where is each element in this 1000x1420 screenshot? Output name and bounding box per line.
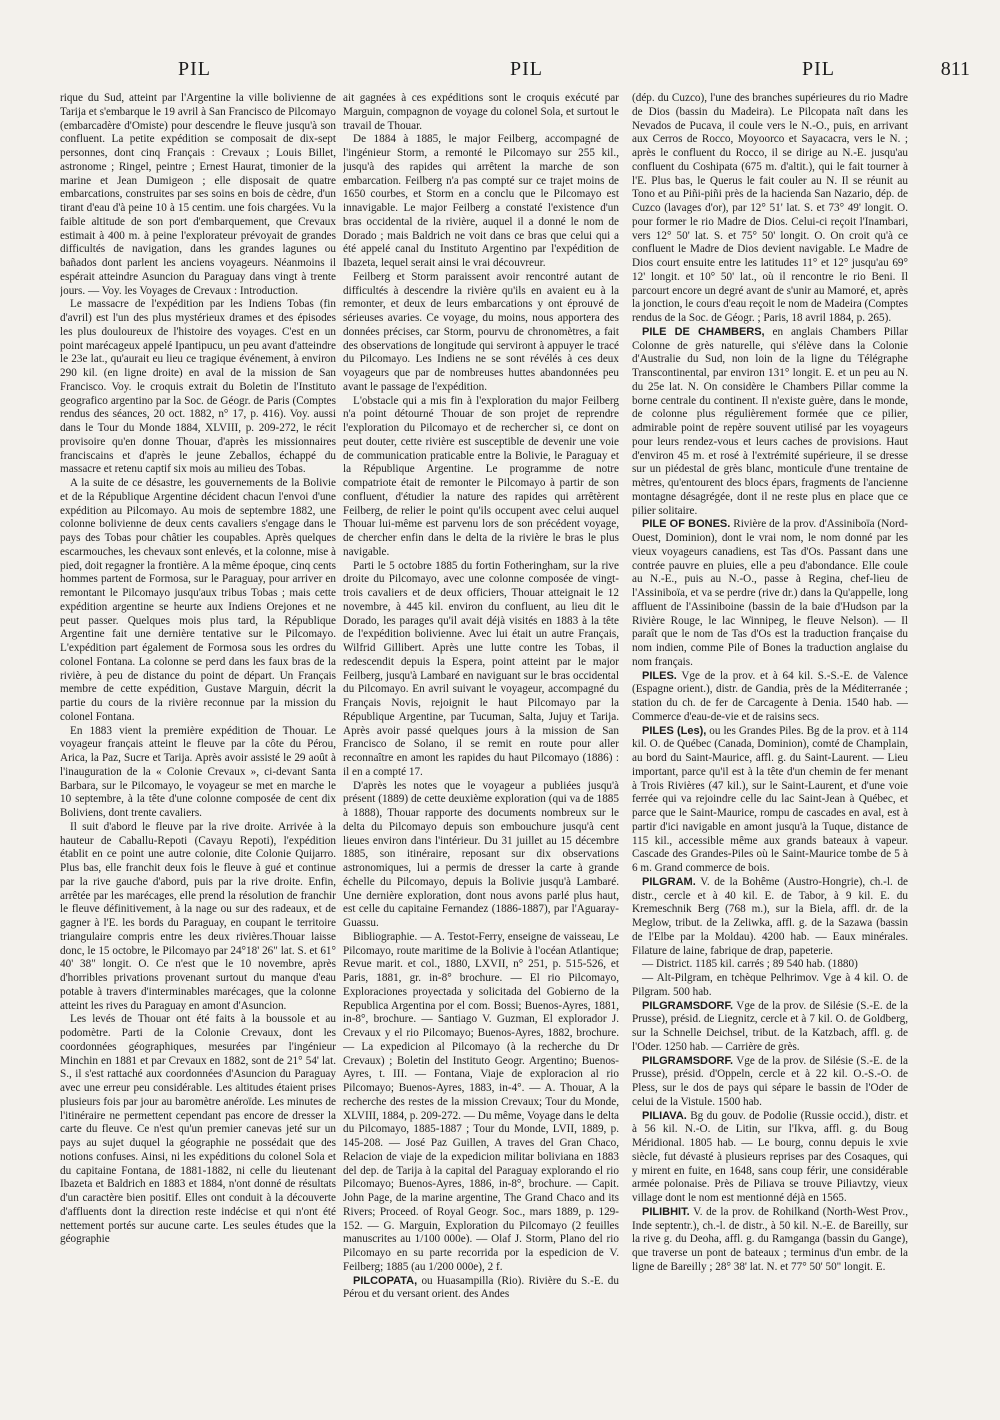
paragraph: Bibliographie. — A. Testot-Ferry, enseigne de vaisseau, Le Pilcomayo, route maritime de la Bolivie à l'océan Atlantique; Revue marit. et col., 1880, LXVII, n° 251, p. 515-526, et Paris, 1881, gr. in-8° brochure. — El rio Pilcomayo, Exploraciones proyectada y solicitada del Gobierno de la Republica Argentina por el com. Bossi; Buenos-Ayres, 1881, in-8°, brochure. — Santiago V. Guzman, El explorador J. Crevaux y el rio Pilcomayo; Buenos-Ayres, 1882, brochure. — La expedicion al Pilcomayo (à la recherche du Dr Crevaux) ; Boletin del Instituto Geogr. Argentino; Buenos-Ayres, t. III. — Fontana, Viaje de exploracion al rio Pilcomayo; Buenos-Ayres, 1883, in-4°. — A. Thouar, A la recherche des restes de la mission Crevaux; Tour du Monde, XLVIII, 1884, p. 209-272. — Du même, Voyage dans le delta du Pilcomayo, 1885-1887 ; Tour du Monde, LVII, 1889, p. 145-208. — José Paz Guillen, A traves del Gran Chaco, Relacion de viaje de la expedicion militar boliviana en 1883 del dep. de Tarija à la capital del Paraguay explorando el rio Pilcomayo; Buenos-Ayres, 1886, in-8°, brochure. — Capit. John Page, de la marine argentine, The Grand Chaco and its Rivers; Proceed. of Royal Geogr. Soc., mars 1889, p. 129-152. — G. Marguin, Exploration du Pilcomayo (2 feuilles manuscrites au 1/100 000e). — Olaf J. Storm, Plano del rio Pilcomayo en su parte recorrida por la espedicion de V. Feilberg; 1885 (au 1/200 000e), 2 f. bbox=[343, 930, 619, 1273]
continued-paragraph: (dép. du Cuzco), l'une des branches supérieures du rio Madre de Dios (bassin du Madeira). Le Pilcopata naît dans les Nevados de Pucava, il coule vers le N.-O., puis, en arrivant aux Cerros de Rocco, Moyoorco et Sayacacra, vers le N. ; après le confluent du Rocco, il se dirige au N.-E. jusqu'au confluent du Coshipata (675 m. d'altit.), qui le fait tourner à l'E. Plus bas, le Querus le fait couler au N. Il se réunit au Tono et au Piñi-piñi près de la hacienda San Nazario, dép. de Cuzco (lavages d'or), par 12° 51' lat. S. et 73° 49' longit. O. pour former le rio Madre de Dios. Celui-ci reçoit l'Inambari, vers 12° 50' lat. S. et 75° 50' longit. O. On croit qu'à ce confluent le Madre de Dios devient navigable. Le Madre de Dios court ensuite entre les latitudes 11° et 12° jusqu'au 69° 12' longit. et 10° 50' lat., où il rencontre le rio Beni. Il parcourt encore un degré avant de s'unir au Mamoré, et, après la jonction, le cours d'eau reçoit le nom de Madeira (Comptes rendus de la Soc. de Géogr. ; Paris, 18 avril 1884, p. 265). bbox=[632, 92, 908, 324]
entry-headword: PILIBHIT. bbox=[642, 1205, 690, 1218]
header-middle-word: PIL bbox=[510, 58, 543, 80]
entry-text: Vge de la prov. et à 64 kil. S.-S.-E. de Valence (Espagne orient.), distr. de Gandia, près de la Méditerranée ; station du ch. de fer de Carcagente à Denia. 1540 hab. — Commerce d'eau-de-vie et de raisins secs. bbox=[632, 669, 908, 723]
entry-text: Vge de la prov. de Silésie (S.-E. de la Prusse), présid. d'Oppeln, cercle et à 22 kil. O.-S.-O. de Pless, sur le dos de pays qui sépare le bassin de l'Oder de celui de la Vistule. 1500 hab. bbox=[632, 1054, 908, 1108]
column-right bbox=[632, 92, 908, 1404]
continued-paragraph: ait gagnées à ces expéditions sont le croquis exécuté par Marguin, compagnon de voyage du colonel Sola, et surtout le travail de Thouar. bbox=[343, 92, 619, 132]
entry-headword: PILES (Les), bbox=[642, 724, 707, 737]
dictionary-entry bbox=[632, 326, 908, 519]
dictionary-entry bbox=[632, 1000, 908, 1055]
entry-text: en anglais Chambers Pillar Colonne de grès naturelle, qui s'élève dans la Colonie d'Australie du Sud, non loin de la ligne du Télégraphe Transcontinental, par environ 131° longit. E. et un peu au N. du 25e lat. N. On considère le Chambers Pillar comme la borne centrale du continent. Il n'existe guère, dans le monde, de colonne plus régulièrement formée que ce pilier, admirable point de repère souvent utilisé par les voyageurs pour leurs rendez-vous et leurs caches de provisions. Haut d'environ 45 m. et rosé à l'extrémité supérieure, il se dresse sur un piédestal de grès blanc, monticule d'une trentaine de mètres, qu'entourent des blocs épars, fragments de l'ancienne montagne désagrégée, dont il ne reste plus en place que ce pilier solitaire. bbox=[632, 325, 908, 517]
entry-headword: PILCOPATA, bbox=[353, 1274, 418, 1287]
paragraph: — District. 1185 kil. carrés ; 89 540 hab. (1880) bbox=[642, 958, 858, 971]
entry-text: ou les Grandes Piles. Bg de la prov. et à 114 kil. O. de Québec (Canada, Dominion), comté de Champlain, au bord du Saint-Maurice, affl. g. du Saint-Laurent. — Lieu important, parce qu'il est à la tête d'un chemin de fer menant à Trois Rivières (47 kil.), sur le Saint-Laurent, et d'une voie ferrée qui va rejoindre celle du lac Saint-Jean à Québec, et parce que le Saint-Maurice, rompu de cascades en aval, est à partir d'ici navigable en amont jusqu'à la Tuque, distance de 115 kil., accessible même aux grands bateaux à vapeur. Cascade des Grandes-Piles où le Saint-Maurice tombe de 5 à 6 m. Grand commerce de bois. bbox=[632, 724, 908, 874]
header-left-word: PIL bbox=[178, 58, 211, 80]
dictionary-entry bbox=[632, 725, 908, 876]
paragraph: D'après les notes que le voyageur a publiées jusqu'à présent (1889) de cette deuxième exploration (qui va de 1885 à 1888), Thouar rapporte des documents nombreux sur le delta du Pilcomayo depuis son embouchure jusqu'à cent lieues environ dans l'intérieur. Du 31 juillet au 15 décembre 1885, son itinéraire, reposant sur dix observations astronomiques, lui a permis de dresser la carte à grande échelle du Pilcomayo, depuis la Bolivie jusqu'à Lambaré. Une dernière exploration, dont nous avons parlé plus haut, est celle du capitaine Fernandez (1886-1887), par l'Aguaray-Guassu. bbox=[343, 779, 619, 929]
paragraph: Feilberg et Storm paraissent avoir rencontré autant de difficultés à descendre la rivière qu'ils en avaient eu à la remonter, et deux de leurs embarcations y ont éprouvé de sérieuses avaries. Ce voyage, du moins, nous apportera des données précises, car Storm, pourvu de chronomètres, a fait des observations de longitude qui serviront à appuyer le tracé du Pilcomayo. Les Indiens ne se sont révélés à ces deux voyageurs que par de nombreuses huttes abandonnées peu avant le passage de l'expédition. bbox=[343, 270, 619, 393]
paragraph: A la suite de ce désastre, les gouvernements de la Bolivie et de la République Argentine décident chacun l'envoi d'une expédition au Pilcomayo. Au mois de septembre 1882, une colonne bolivienne de deux cents cavaliers s'engage dans le pays des Tobas pour châtier les coupables. Après quelques escarmouches, les chevaux sont enlevés, et la colonne, mise à pied, doit regagner la frontière. A la même époque, cinq cents hommes partent de Formosa, sur le Paraguay, pour arriver en remontant le Pilcomayo jusqu'aux tribus Tobas ; mais cette expédition argentine se heurte aux Indiens Orejones et ne peut passer. Quelques mois plus tard, la République Argentine fait une dernière tentative sur le Pilcomayo. L'expédition part également de Formosa sous les ordres du colonel Fontana. La colonne se perd dans les faux bras de la rivière, à peu de distance du point de départ. Un Français membre de cette expédition, Gustave Marguin, décrit la partie du cours de la rivière reconnue par la mission du colonel Fontana. bbox=[60, 477, 336, 723]
entry-headword: PILGRAMSDORF. bbox=[642, 1054, 734, 1067]
page-number: 811 bbox=[940, 58, 970, 80]
entry-text: Vge de la prov. de Silésie (S.-E. de la Prusse), présid. de Liegnitz, cercle et à 7 kil. O. de Goldberg, sur la Schnelle Deichsel, tribut. de la Katzbach, affl. g. de l'Oder. 1250 hab. — Carrière de grès. bbox=[632, 999, 908, 1053]
continued-paragraph: rique du Sud, atteint par l'Argentine la ville bolivienne de Tarija et s'embarque le 19 avril à San Francisco de Pilcomayo (embarcadère d'Omiste) pour descendre le fleuve jusqu'à son confluent. La petite expédition se composait de dix-sept personnes, dont cinq Français : Crevaux ; Louis Billet, astronome ; Ringel, peintre ; Ernest Haurat, timonier de la marine et Jean Dumigeon ; elle disposait de quatre embarcations, construites par ses soins en bois de cèdre, d'un tirant d'eau d'à peine 10 à 15 centim. une fois chargées. Vu la faible altitude de son port d'embarquement, que Crevaux estimait à 400 m. à peine l'explorateur prévoyait de grandes difficultés de navigation, dans les grandes lagunes ou bañados dont parlent les anciens voyageurs. Néanmoins il espérait atteindre Asuncion du Paraguay dans vingt à trente jours. — Voy. les Voyages de Crevaux : Introduction. bbox=[60, 92, 336, 297]
entry-headword: PILGRAM. bbox=[642, 875, 696, 888]
dictionary-entry bbox=[632, 1110, 908, 1206]
entry-text: V. de la prov. de Rohilkand (North-West Prov., Inde septentr.), ch.-l. de distr., à 50 kil. N.-E. de Bareilly, sur la rive g. du Deoha, affl. g. du Ramganga (bassin du Gange), que traverse un pont de bateaux ; terminus d'un embr. de la ligne de Bareilly ; 28° 38' lat. N. et 77° 50' 50" longit. E. bbox=[632, 1205, 908, 1273]
entry-text: ou Huasampilla (Rio). Rivière du S.-E. du Pérou et du versant orient. des Andes bbox=[343, 1274, 619, 1301]
entry-headword: PILES. bbox=[642, 669, 677, 682]
dictionary-entry bbox=[632, 670, 908, 725]
paragraph: En 1883 vient la première expédition de Thouar. Le voyageur français atteint le fleuve par la côte du Pérou, Arica, la Paz, Sucre et Tarija. Après avoir assisté le 29 août à l'inauguration de la « Colonie Crevaux », ci-devant Santa Barbara, sur le Pilcomayo, le voyageur se met en marche le 10 septembre, à la tête d'une colonne composée de cent dix Boliviens, dont trente cavaliers. bbox=[60, 724, 336, 819]
paragraph: Les levés de Thouar ont été faits à la boussole et au podomètre. Parti de la Colonie Crevaux, dont les coordonnées géographiques, mesurées par l'ingénieur Minchin en 1881 et par Crevaux en 1882, sont de 21° 54' lat. S., il s'est rattaché aux coordonnées d'Asuncion du Paraguay avec une erreur peu considérable. Les altitudes étaient prises plusieurs fois par jour au baromètre anéroïde. Les minutes de l'itinéraire ne permettent cependant pas encore de dresser la carte du fleuve. Ce n'est qu'un premier canevas jeté sur un pays au sujet duquel la géographie ne possédait que des notions confuses. Ainsi, ni les expéditions du colonel Sola et du capitaine Fontana, de 1881-1882, ni celle du lieutenant Ibazeta et Baldrich en 1883 et 1884, n'ont donné de résultats d'un caractère bien positif. Elles ont conduit à la découverte d'affluents dont la direction reste indécise et qui n'ont été nettement portés sur aucune carte. Les seules études que la géographie bbox=[60, 1013, 336, 1246]
entry-text: Bg du gouv. de Podolie (Russie occid.), distr. et à 56 kil. N.-O. de Litin, sur l'Ikva, affl. g. du Boug Méridional. 1805 hab. — Le bourg, connu depuis le xvie siècle, fut dévasté à plusieurs reprises par des Cosaques, qui y mirent en fuite, en 1648, sans coup férir, une considérable armée polonaise. Près de Piliava se trouve Piliavtzy, vieux village dont le nom est mentionné déjà en 1565. bbox=[632, 1109, 908, 1204]
paragraph: — Alt-Pilgram, en tchèque Pelhrimov. Vge à 4 kil. O. de Pilgram. 500 hab. bbox=[632, 972, 908, 998]
text-columns bbox=[60, 92, 970, 1404]
column-left bbox=[60, 92, 336, 1404]
dictionary-entry bbox=[632, 518, 908, 669]
entry-text: V. de la Bohême (Austro-Hongrie), ch.-l. de distr., cercle et à 40 kil. E. de Tabor, à 9 kil. E. du Kremeschnik Berg (768 m.), sur la Biela, affl. dr. de la Meglow, tribut. de la Zeliwka, affl. g. de la Sazawa (bassin de l'Elbe par la Moldau). 4200 hab. — Eaux minérales. Filature de laine, fabrique de drap, papeterie. bbox=[632, 875, 908, 957]
paragraph: De 1884 à 1885, le major Feilberg, accompagné de l'ingénieur Storm, a remonté le Pilcomayo sur 255 kil., jusqu'à des rapides qui arrêtent la marche de son embarcation. Feilberg n'a pas compté sur ce trajet moins de 1650 courbes, et Storm en a conclu que le Pilcomayo est innavigable. Le major Feilberg a constaté l'existence d'un bras occidental de la rivière, auquel il a donné le nom de Dorado ; mais Baldrich ne voit dans ce bras que celui qui a été appelé canal du Instituto Argentino par l'expédition de Ibazeta, lequel serait ainsi le vrai découvreur. bbox=[343, 133, 619, 269]
column-middle bbox=[343, 92, 619, 1404]
dictionary-entry bbox=[632, 1206, 908, 1275]
paragraph: Le massacre de l'expédition par les Indiens Tobas (fin d'avril) est l'un des plus mystérieux drames et des épisodes les plus douloureux de l'histoire des voyages. C'est en un point marécageux appelé Ipantipucu, un peu avant d'atteindre le 23e lat., qu'aurait eu lieu ce tragique événement, à environ 290 kil. (en ligne droite) en aval de la mission de San Francisco. Voy. le croquis extrait du Boletin de l'Instituto geografico argentino par la Soc. de Géogr. de Paris (Comptes rendus des séances, 20 oct. 1882, n° 17, p. 416). Voy. aussi dans le Tour du Monde 1884, XLVIII, p. 209-272, le récit provisoire qu'en donne Thouar, d'après les missionnaires franciscains et d'après le jeune Zeballos, échappé du massacre et retenu captif six mois au milieu des Tobas. bbox=[60, 298, 336, 476]
entry-headword: PILIAVA. bbox=[642, 1109, 687, 1122]
entry-headword: PILE DE CHAMBERS, bbox=[642, 325, 765, 338]
paragraph: L'obstacle qui a mis fin à l'exploration du major Feilberg n'a point détourné Thouar de son projet de reprendre l'exploration du Pilcomayo et de rechercher si, ce dont on peut douter, cette rivière est susceptible de devenir une voie de communication praticable entre la Bolivie, le Paraguay et la République Argentine. Le programme de notre compatriote était de remonter le Pilcomayo à partir de son confluent, d'étudier la nature des rapides qui arrêtèrent Feilberg, de relier le point qu'ils occupent avec celui auquel Thouar lui-même est parvenu lors de son précédent voyage, de chercher enfin dans le delta de la rivière le bras le plus navigable. bbox=[343, 394, 619, 558]
entry-text: Rivière de la prov. d'Assiniboïa (Nord-Ouest, Dominion), dont le vrai nom, le nom donné par les vieux voyageurs canadiens, est Tas d'Os. Passant dans une contrée pauvre en pluies, elle a peu d'abondance. Elle coule au N.-E., puis au N.-O., passe à Regina, chef-lieu de l'Assiniboïa, et va se perdre (rive dr.) dans la Qu'appelle, long affluent de l'Assiniboine (bassin de la baie d'Hudson par la Rivière Rouge, le lac Winnipeg, le fleuve Nelson). — Il paraît que le nom de Tas d'Os est la traduction française du nom indien, comme Pile of Bones la traduction anglaise du nom français. bbox=[632, 518, 908, 668]
running-header bbox=[60, 58, 970, 88]
dictionary-entry bbox=[343, 1275, 619, 1303]
header-right-word: PIL bbox=[802, 58, 835, 80]
dictionary-entry bbox=[632, 1055, 908, 1110]
dictionary-entry bbox=[632, 876, 908, 959]
paragraph: Parti le 5 octobre 1885 du fortin Fotheringham, sur la rive droite du Pilcomayo, avec une colonne composée de vingt-trois cavaliers et de deux officiers, Thouar atteignait le 12 novembre, à 445 kil. environ du confluent, au lieu dit le Dorado, les parages qu'il avait déjà visités en 1883 à la tête de l'expédition bolivienne. Avec lui était un autre Français, Wilfrid Gillibert. Après une lutte contre les Tobas, il redescendit depuis la Espera, point atteint par le major Feilberg, jusqu'à Lambaré en naviguant sur le bras occidental du Pilcomayo. En avril suivant le voyageur, accompagné du Français Novis, rejoignit le haut Pilcomayo par la République Argentine, par Tucuman, Salta, Jujuy et Tarija. Après avoir passé quelques jours à la mission de San Francisco de Solano, il se remit en route pour aller reconnaître en amont les rapides du haut Pilcomayo (1886) : il en a compté 17. bbox=[343, 559, 619, 778]
entry-headword: PILGRAMSDORF. bbox=[642, 999, 734, 1012]
paragraph: Il suit d'abord le fleuve par la rive droite. Arrivée à la hauteur de Caballu-Repoti (Cavayu Repoti), l'expédition établit en ce point une autre colonie, dite Colonie Quijarro. Plus bas, elle franchit deux fois le fleuve à gué et continue par la rive gauche d'abord, puis par la rive droite. Enfin, arrêtée par les marécages, elle prend la résolution de franchir le fleuve définitivement, à la nage ou sur des radeaux, et de gagner à l'E. les bords du Paraguay, en coupant le territoire triangulaire compris entre les deux rivières.Thouar laisse donc, le 15 octobre, le Pilcomayo par 24°18' 26" lat. S. et 61° 40' 38" longit. O. Ce n'est que le 10 novembre, après d'horribles privations provenant surtout du manque d'eau potable à travers d'interminables marécages, que la colonne atteint les rives du Paraguay en amont d'Asuncion. bbox=[60, 820, 336, 1012]
entry-headword: PILE OF BONES. bbox=[642, 518, 731, 531]
